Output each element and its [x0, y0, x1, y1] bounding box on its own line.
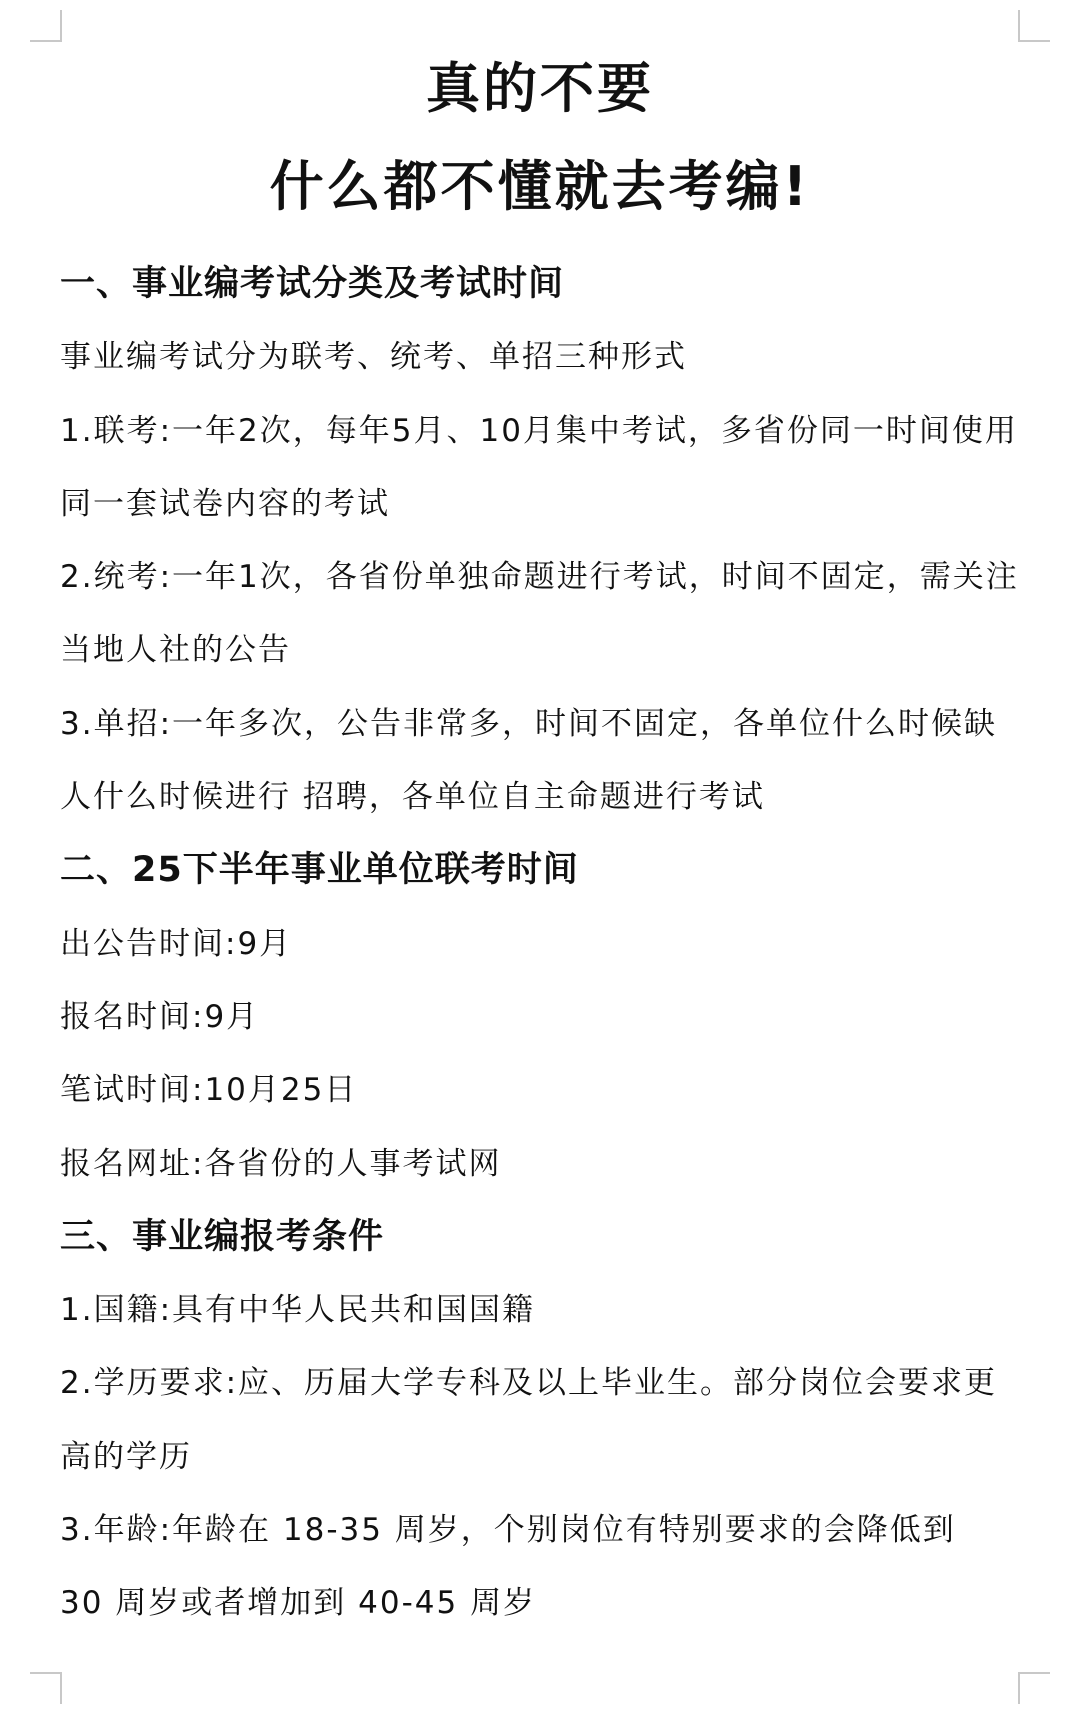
text-line: 3.单招:一年多次，公告非常多，时间不固定，各单位什么时候缺 [60, 705, 998, 742]
title-line-1: 真的不要 [426, 57, 654, 120]
crop-mark-bottom-left [30, 1672, 62, 1704]
title-line-2: 什么都不懂就去考编! [269, 155, 811, 218]
section-heading-2: 二、25下半年事业单位联考时间 [60, 850, 579, 891]
section-heading-1: 一、事业编考试分类及考试时间 [60, 264, 565, 304]
text-line: 人什么时候进行 招聘，各单位自主命题进行考试 [60, 779, 765, 816]
crop-mark-top-left [30, 10, 62, 42]
crop-mark-top-right [1018, 10, 1050, 42]
crop-mark-bottom-right [1018, 1672, 1050, 1704]
text-line: 1.国籍:具有中华人民共和国国籍 [60, 1292, 536, 1329]
text-line: 报名网址:各省份的人事考试网 [60, 1145, 502, 1182]
text-line: 笔试时间:10月25日 [60, 1072, 358, 1109]
text-line: 报名时间:9月 [60, 998, 260, 1035]
text-line: 事业编考试分为联考、统考、单招三种形式 [60, 339, 687, 376]
section-heading-3: 三、事业编报考条件 [60, 1216, 385, 1257]
text-line: 出公告时间:9月 [60, 925, 293, 962]
text-line: 同一套试卷内容的考试 [60, 485, 390, 522]
text-line: 当地人社的公告 [60, 632, 291, 669]
text-line: 30 周岁或者增加到 40-45 周岁 [60, 1585, 537, 1622]
text-line: 2.学历要求:应、历届大学专科及以上毕业生。部分岗位会要求更 [60, 1365, 998, 1402]
text-line: 1.联考:一年2次，每年5月、10月集中考试，多省份同一时间使用 [60, 412, 1018, 449]
text-line: 2.统考:一年1次，各省份单独命题进行考试，时间不固定，需关注 [60, 559, 1019, 596]
text-line: 3.年龄:年龄在 18-35 周岁，个别岗位有特别要求的会降低到 [60, 1512, 956, 1549]
text-line: 高的学历 [60, 1438, 192, 1475]
document-body [60, 248, 1026, 1641]
